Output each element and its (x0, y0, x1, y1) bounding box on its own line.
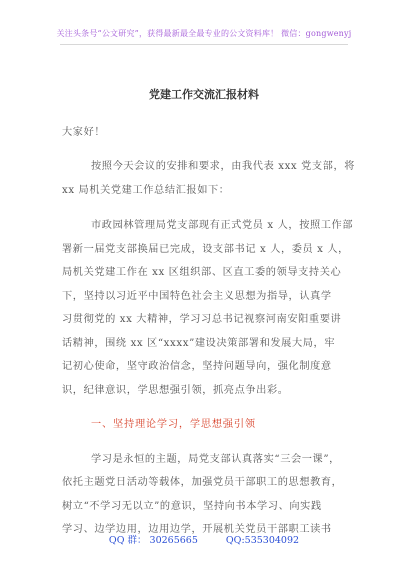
qq-group: QQ 群： 30265665 (108, 535, 198, 546)
qq-number: QQ:535304092 (225, 535, 300, 546)
paragraph-line: xx 局机关党建工作总结汇报如下： (62, 185, 230, 196)
paragraph-line: 识，纪律意识，学思想强引领，抓亮点争出彩。 (62, 385, 289, 396)
document-title: 党建工作交流汇报材料 (149, 88, 259, 101)
paragraph-line: 署新一届党支部换届已完成，设支部书记 x 人，委员 x 人， (62, 244, 349, 255)
paragraph-line: 下，坚持以习近平中国特色社会主义思想为指导，认真学 (62, 291, 332, 302)
paragraph-line: 记初心使命，坚守政治信念，坚持问题导向，强化制度意 (62, 361, 332, 372)
paragraph-line: 习贯彻党的 xx 大精神，学习习总书记视察河南安阳重要讲 (62, 314, 342, 325)
paragraph-line: 局机关党建工作在 xx 区组织部、区直工委的领导支持关心 (62, 267, 342, 278)
footer-contact (0, 532, 408, 546)
header-divider (60, 44, 348, 45)
section-line: 学习是永恒的主题，局党支部认真落实“三会一课”， (91, 454, 340, 465)
header-banner: 关注头条号“公文研究”，获得最新最全最专业的公文资料库！ 微信：gongwenyj (56, 29, 352, 38)
paragraph-line: 市政园林管理局党支部现有正式党员 x 人，按照工作部 (91, 220, 354, 231)
section-line: 学习、边学边用，边用边学，开展机关党员干部职工读书 (62, 524, 332, 535)
section-heading: 一、坚持理论学习，学思想强引领 (91, 419, 256, 430)
section-line: 依托主题党日活动等载体，加强党员干部职工的思想教育， (62, 477, 343, 488)
paragraph-line: 话精神，围绕 xx 区“xxxx”建设决策部署和发展大局，牢 (62, 338, 336, 349)
paragraph-line: 按照今天会议的安排和要求，由我代表 xxx 党支部，将 (91, 161, 356, 172)
section-line: 树立“不学习无以立”的意识，坚持向书本学习、向实践 (62, 501, 322, 512)
greeting: 大家好！ (62, 127, 106, 138)
